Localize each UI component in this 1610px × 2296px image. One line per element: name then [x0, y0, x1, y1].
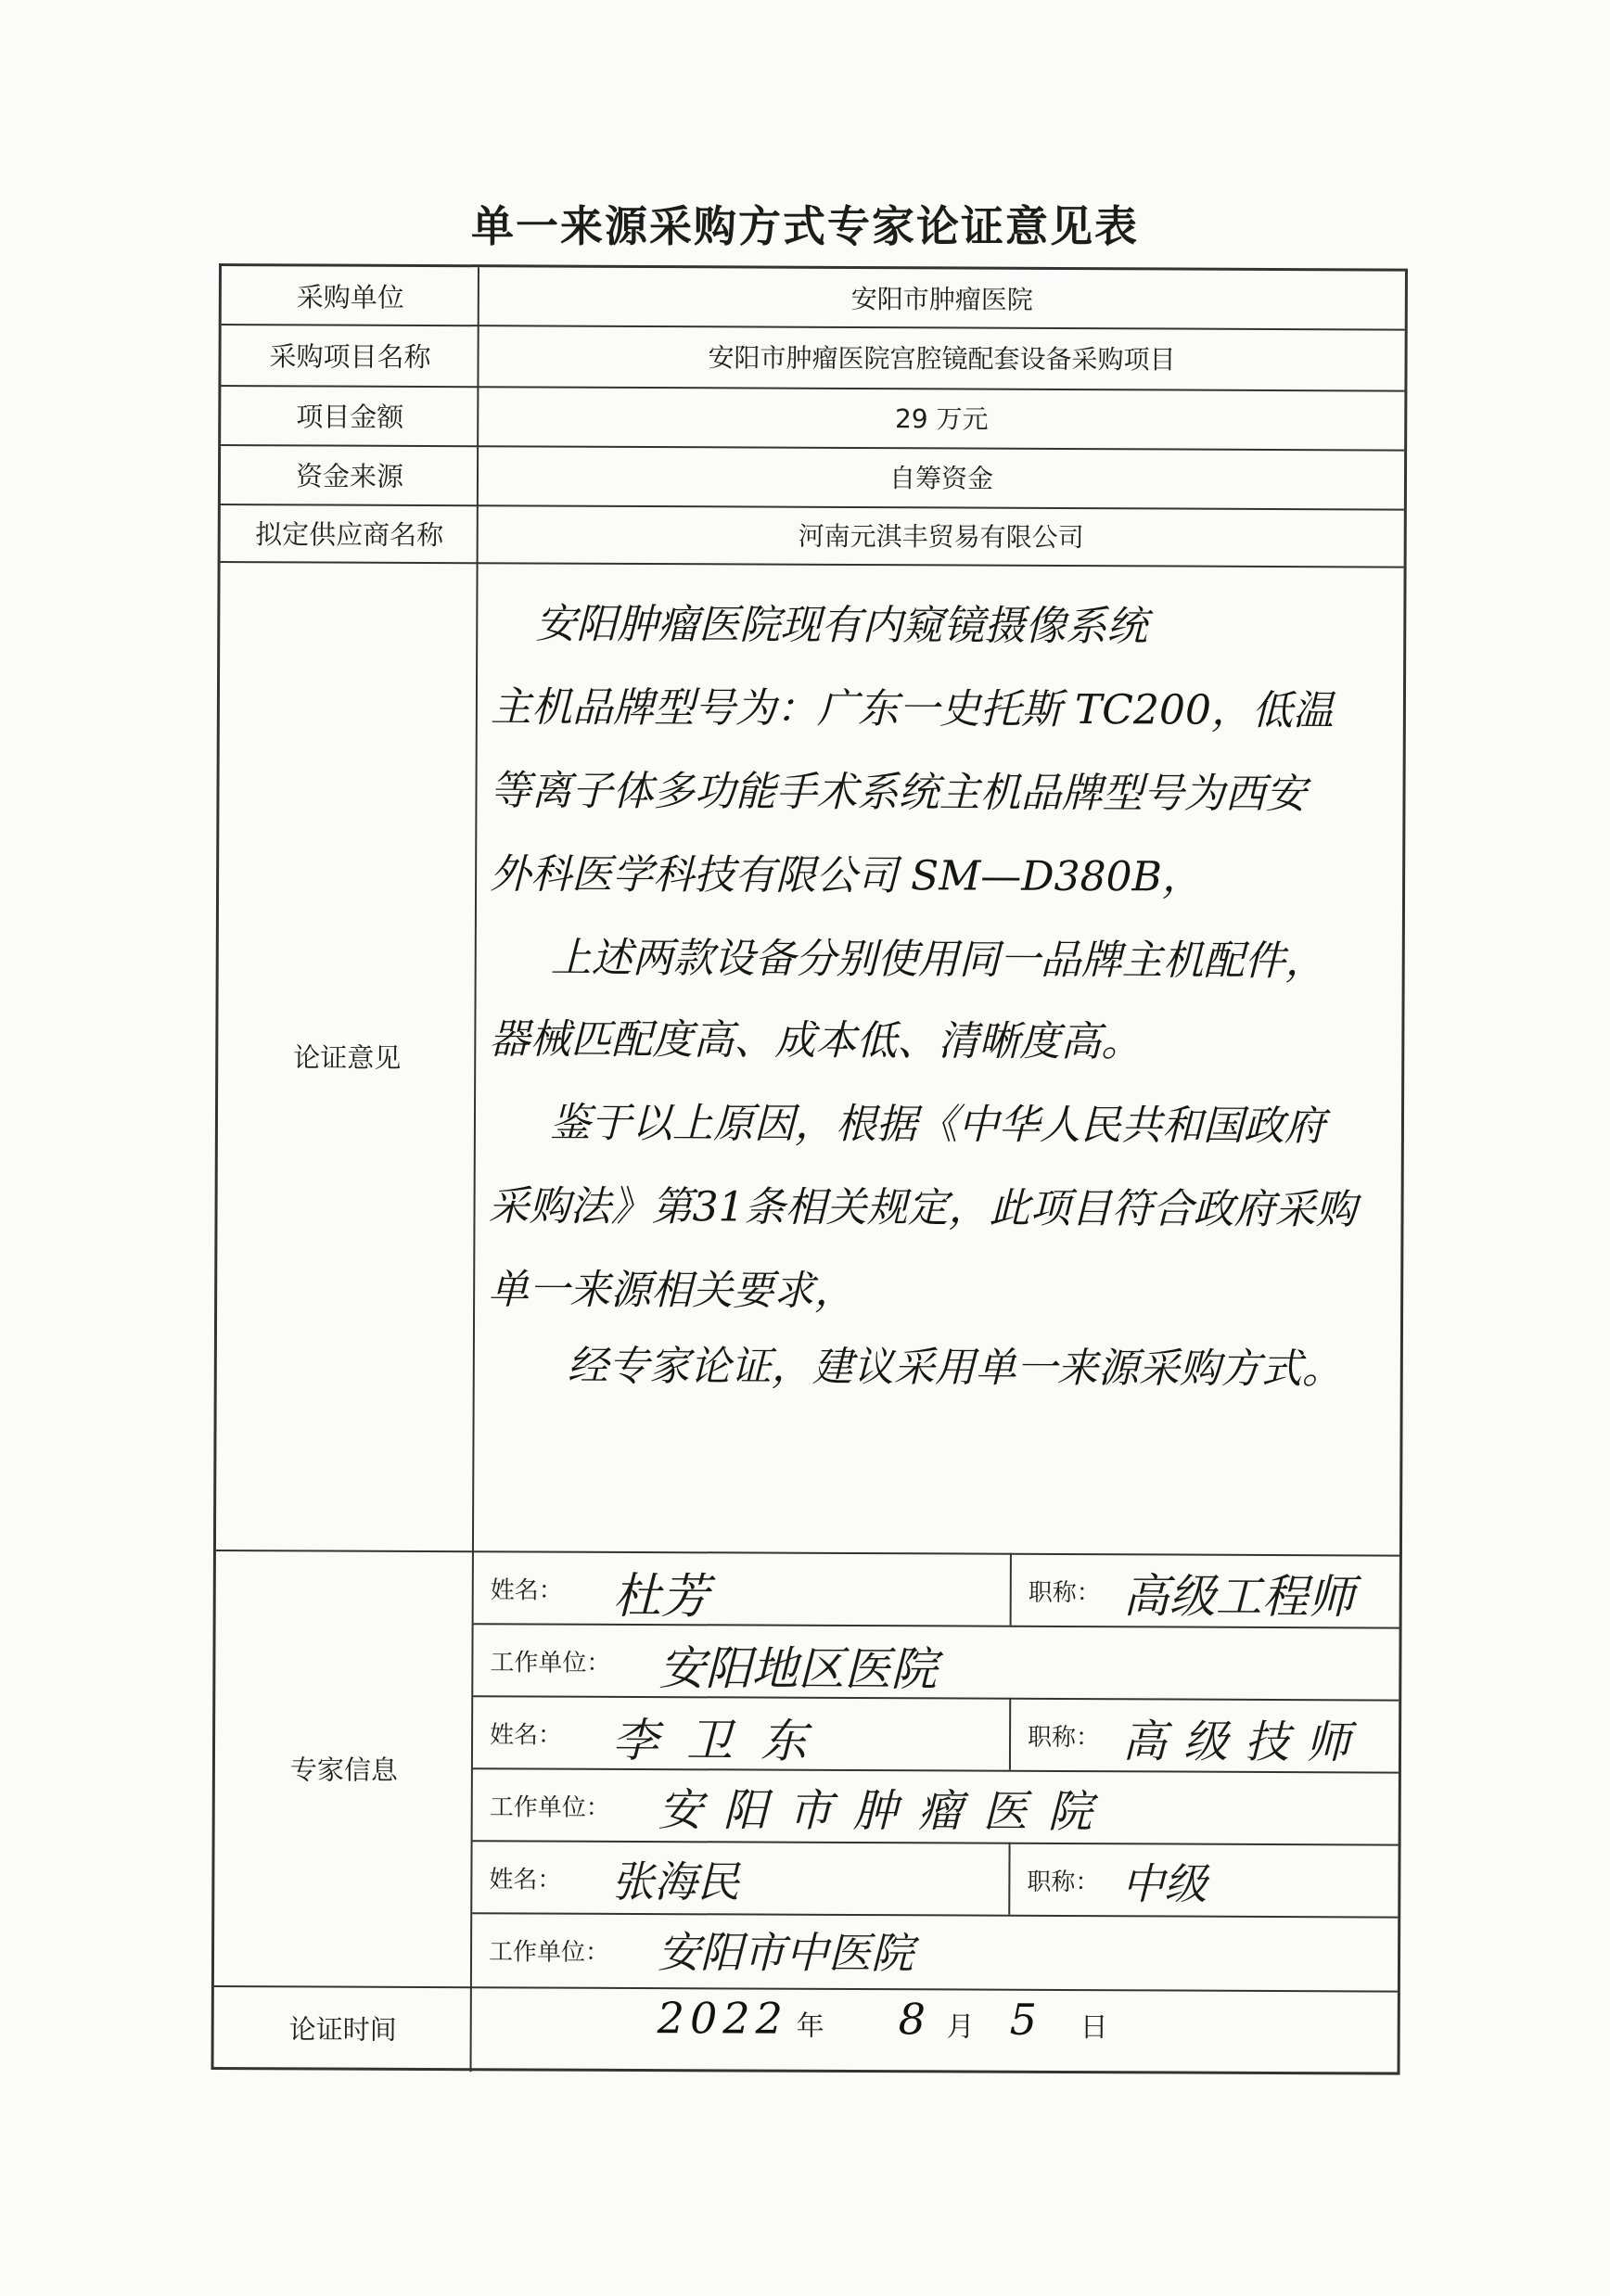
opinion-line: 上述两款设备分别使用同一品牌主机配件， [550, 934, 1326, 986]
opinion-line: 鉴于以上原因，根据《中华人民共和国政府 [549, 1099, 1326, 1151]
purchaser-value: 安阳市肿瘤医院 [850, 283, 1033, 315]
project-name-label: 采购项目名称 [269, 339, 431, 373]
date-year: 2022 [657, 1993, 788, 2044]
expert-unit-label: 工作单位： [490, 1649, 611, 1677]
expert-2-unit: 安阳市肿瘤医院 [658, 1784, 1113, 1839]
expert-row-divider [472, 1912, 1398, 1918]
fund-source-label: 资金来源 [295, 459, 404, 492]
amount-value: 29 万元 [894, 403, 989, 435]
opinion-handwritten-text [474, 562, 1404, 1554]
date-value [472, 1986, 1398, 2073]
date-day: 5 [1009, 1994, 1038, 2045]
fund-source-value: 自筹资金 [888, 463, 994, 494]
supplier-value: 河南元淇丰贸易有限公司 [798, 520, 1084, 554]
form-title: 单一来源采购方式专家论证意见表 [471, 201, 1139, 251]
expert-title-label: 职称： [1027, 1868, 1100, 1897]
opinion-line: 安阳肿瘤医院现有内窥镜摄像系统 [535, 600, 1148, 651]
expert-unit-label: 工作单位： [489, 1793, 610, 1822]
expert-name-label: 姓名： [490, 1721, 563, 1750]
expert-row-divider [473, 1840, 1399, 1845]
experts-grid [472, 1550, 1399, 1990]
expert-name-label: 姓名： [490, 1576, 563, 1605]
expert-col-divider [1010, 1553, 1012, 1626]
expert-2-name: 李卫东 [611, 1713, 836, 1768]
date-month: 8 [898, 1994, 926, 2045]
expert-3-name: 张海民 [611, 1856, 740, 1907]
opinion-line: 单一来源相关要求， [488, 1266, 856, 1316]
expert-3-unit: 安阳市中医院 [657, 1927, 914, 1979]
expert-name-label: 姓名： [489, 1866, 562, 1894]
expert-title-label: 职称： [1028, 1723, 1101, 1753]
opinion-label: 论证意见 [293, 1040, 402, 1074]
purchaser-label: 采购单位 [296, 280, 404, 313]
project-name-value: 安阳市肿瘤医院宫腔镜配套设备采购项目 [708, 342, 1176, 376]
expert-3-title: 中级 [1121, 1858, 1208, 1909]
opinion-line: 器械匹配度高、成本低、清晰度高。 [489, 1015, 1143, 1066]
expert-col-divider [1008, 1843, 1010, 1915]
date-month-unit: 月 [946, 2010, 975, 2044]
expert-2-title: 高级技师 [1121, 1716, 1368, 1769]
expert-1-title: 高级工程师 [1122, 1569, 1355, 1625]
experts-label: 专家信息 [289, 1753, 398, 1786]
date-day-unit: 日 [1080, 2011, 1108, 2045]
opinion-line: 经专家论证，建议采用单一来源采购方式。 [567, 1342, 1343, 1394]
opinion-line: 等离子体多功能手术系统主机品牌型号为西安 [490, 767, 1307, 819]
expert-1-name: 杜芳 [612, 1568, 709, 1626]
supplier-label: 拟定供应商名称 [255, 517, 444, 551]
expert-title-label: 职称： [1028, 1578, 1101, 1608]
amount-label: 项目金额 [296, 400, 404, 433]
opinion-line: 外科医学科技有限公司 SM—D380B， [490, 850, 1204, 901]
date-year-unit: 年 [796, 2009, 824, 2043]
expert-1-unit: 安阳地区医院 [658, 1641, 938, 1697]
expert-unit-label: 工作单位： [488, 1938, 610, 1967]
opinion-line: 主机品牌型号为：广东一史托斯 TC200，低温 [490, 683, 1335, 735]
expert-col-divider [1009, 1698, 1011, 1770]
opinion-line: 采购法》第31条相关规定，此项目符合政府采购 [488, 1182, 1357, 1234]
date-label: 论证时间 [288, 2012, 397, 2046]
opinion-form-table [211, 263, 1408, 2075]
